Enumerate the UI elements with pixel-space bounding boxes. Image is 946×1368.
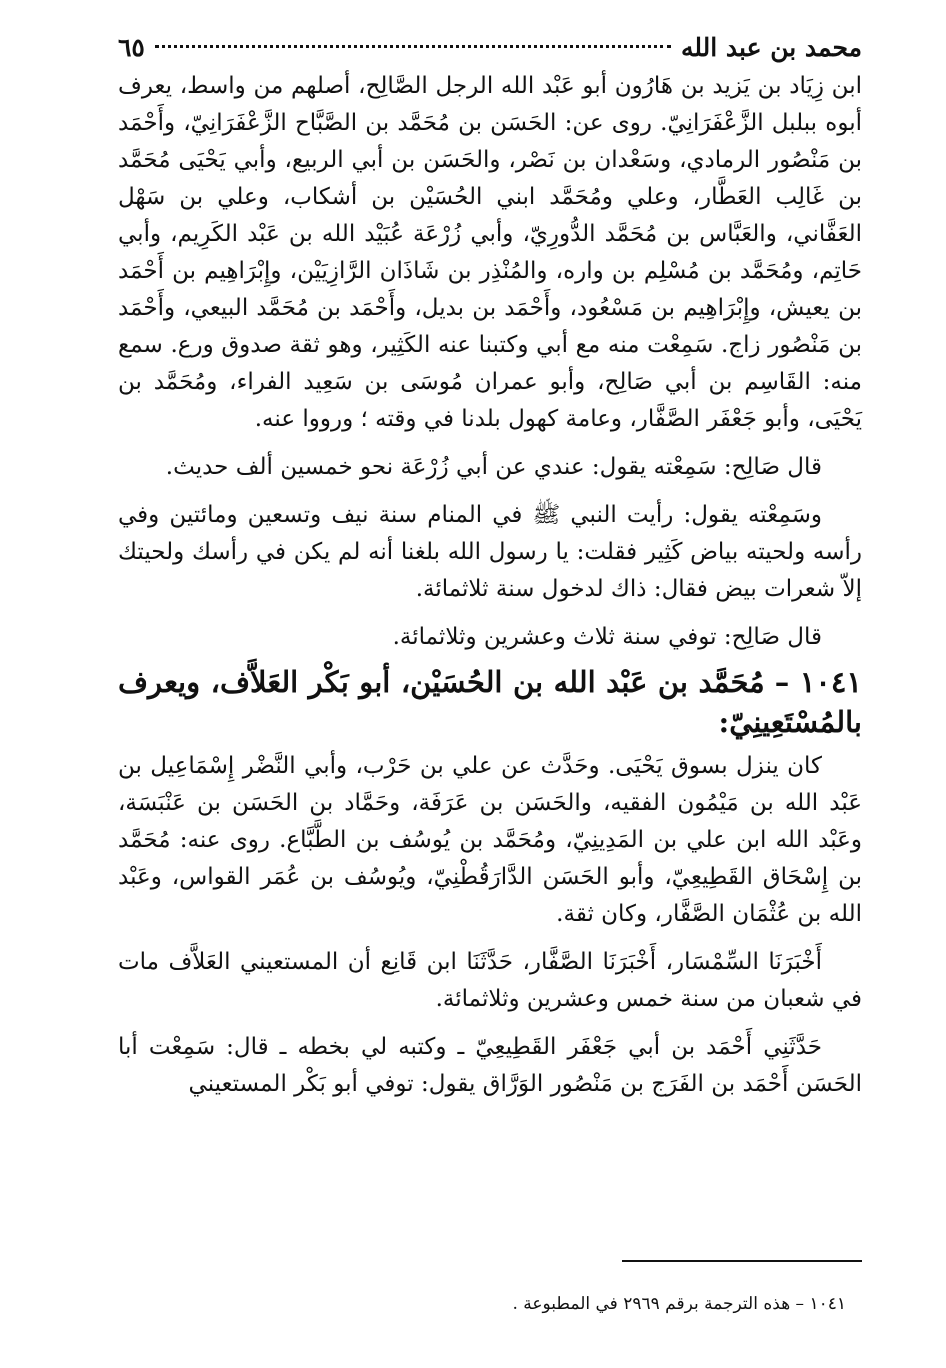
paragraph-gap [118, 608, 862, 619]
footnote: ١٠٤١ – هذه الترجمة برقم ٢٩٦٩ في المطبوعة . [512, 1294, 846, 1314]
entry-title: مُحَمَّد بن عَبْد الله بن الحُسَيْن، أبو بَكْر العَلاَّف، ويعرف بالمُسْتَعِينِيّ: [118, 665, 862, 739]
running-header [118, 28, 862, 68]
paragraph-dream: وسَمِعْته يقول: رأيت النبي ﷺ في المنام سنة نيف وتسعين ومائتين وفي رأسه ولحيته بياض كَثِير فقلت: يا رسول الله بلغنا أنه لم يكن في رأسك ولحيتك إلاّ شعرات بيض فقال: ذاك لدخول سنة ثلاثمائة. [118, 502, 862, 602]
paragraph-gap [118, 486, 862, 497]
paragraph-entry-death: أَخْبَرَنَا السِّمْسَار، أَخْبَرَنَا الصَّفَّار، حَدَّثَنَا ابن قَانِع أن المستعيني العَلاَّف مات في شعبان من سنة خمس وعشرين وثلاثمائة. [118, 949, 862, 1012]
paragraph-entry-narration: حَدَّثَنِي أَحْمَد بن أبي جَعْفَر القَطِيعِيّ ـ وكتبه لي بخطه ـ قال: سَمِعْت أبا الحَسَن أَحْمَد بن الفَرَج بن مَنْصُور الوَرَّاق يقول: توفي أبو بَكْر المستعيني [118, 1034, 862, 1097]
paragraph-entry-bio: كان ينزل بسوق يَحْيَى. وحَدَّث عن علي بن حَرْب، وأبي النَّضْر إِسْمَاعِيل بن عَبْد الله بن مَيْمُون الفقيه، والحَسَن بن عَرَفَة، وحَمَّاد بن الحَسَن بن عَنْبَسَة، وعَبْد الله ابن علي بن المَدِينِيّ، ومُحَمَّد بن يُوسُف بن الطَّبَّاع. روى عنه: مُحَمَّد بن إِسْحَاق القَطِيعِيّ، وأبو الحَسَن الدَّارَقُطْنِيّ، ويُوسُف بن عُمَر القواس، وعَبْد الله بن عُثْمَان الصَّفَّار، وكان ثقة. [118, 753, 862, 927]
paragraph-gap [118, 438, 862, 449]
entry-heading [118, 662, 862, 742]
header-dot-leader [155, 45, 671, 48]
entry-number: ١٠٤١ – [774, 665, 862, 699]
paragraph-gap [118, 1018, 862, 1029]
paragraph-biography-start: ابن زِيَاد بن يَزيد بن هَارُون أبو عَبْد الله الرجل الصَّالِح، أصلهم من واسط، يعرف أبوه ببلبل الزَّعْفَرَانِيّ. روى عن: الحَسَن بن مُحَمَّد بن الصَّبَّاح الزَّعْفَرَانِيّ، وأَحْمَد بن مَنْصُور الرمادي، وسَعْدان بن نَصْر، والحَسَن بن أبي الربيع، وأبي يَحْيَى مُحَمَّد بن غَالِب العَطَّار، وعلي ومُحَمَّد ابني الحُسَيْن بن أشكاب، وعلي بن سَهْل العَفَّاني، والعَبَّاس بن مُحَمَّد الدُّورِيّ، وأبي زُرْعَة عُبَيْد الله بن عَبْد الكَرِيم، وأبي حَاتِم، ومُحَمَّد بن مُسْلِم بن واره، والمُنْذِر بن شَاذَان الرَّازِيَيْن، وإِبْرَاهِيم بن أَحْمَد بن يعيش، وإِبْرَاهِيم بن مَسْعُود، وأَحْمَد بن بديل، وأَحْمَد بن مُحَمَّد البيعي، وأَحْمَد بن مَنْصُور زاج. سَمِعْت منه مع أبي وكتبنا عنه الكَثِير، وهو ثقة صدوق ورع. سمع منه: القَاسِم بن أبي صَالِح، وأبو عمران مُوسَى بن سَعِيد الفراء، ومُحَمَّد بن يَحْيَى، وأبو جَعْفَر الصَّفَّار، وعامة كهول بلدنا في وقته ؛ ورووا عنه. [118, 73, 862, 432]
paragraph-saleh-quote: قال صَالِح: سَمِعْته يقول: عندي عن أبي زُرْعَة نحو خمسين ألف حديث. [165, 454, 822, 480]
footnote-divider [622, 1260, 862, 1262]
header-title: محمد بن عبد الله [680, 33, 862, 62]
page-number: ٦٥ [118, 33, 145, 62]
paragraph-death-date: قال صَالِح: توفي سنة ثلاث وعشرين وثلاثمائة. [392, 624, 822, 650]
page-body [118, 28, 862, 1103]
paragraph-gap [118, 933, 862, 944]
